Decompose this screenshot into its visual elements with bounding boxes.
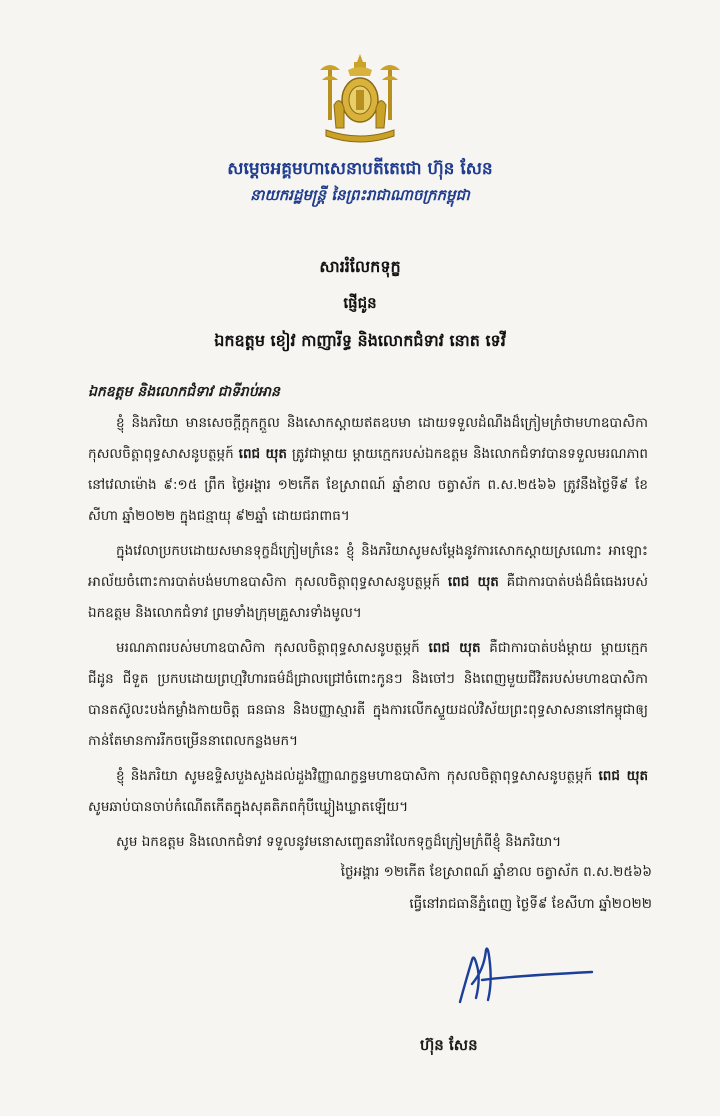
letter-body bbox=[88, 408, 648, 862]
paragraph-3: មរណភាពរបស់មហាឧបាសិកា កុសលចិត្តាពុទ្ធសាសនូបត្ថម្ភក៍ ពេជ យុត គឺជាការបាត់បង់ម្ដាយ ម្ដាយក្មេក ជីដូន ជីទួត ប្រកបដោយព្រហ្មវិហារធម៌ដ៏ជ្រាលជ្រៅចំពោះកូនៗ និងចៅៗ និងពេញមួយជីវិតរបស់មហាឧបាសិកា បានតស៊ូលះបង់កម្លាំងកាយចិត្ត ធនធាន និងបញ្ញាស្មារតី ក្នុងការលើកស្ទួយដល់វិស័យព្រះពុទ្ធសាសនានៅកម្ពុជាឲ្យកាន់តែមានការរីកចម្រើននាពេលកន្លងមក។ bbox=[88, 640, 648, 749]
letter-type: សាររំលែកទុក្ខ bbox=[319, 257, 401, 276]
deceased-name: ពេជ យុត bbox=[238, 446, 287, 462]
date-lunar: ថ្ងៃអង្គារ ១២កើត ខែស្រាពណ៍ ឆ្នាំខាល ចត្វាស័ក ព.ស.២៥៦៦ bbox=[340, 864, 652, 880]
royal-coat-of-arms-icon bbox=[310, 50, 410, 150]
sender-title: សម្ដេចអគ្គមហាសេនាបតីតេជោ ហ៊ុន សែន bbox=[227, 159, 493, 179]
deceased-name: ពេជ យុត bbox=[447, 574, 499, 590]
to-label: ផ្ញើជូន bbox=[343, 294, 377, 312]
sender-position: នាយករដ្ឋមន្ត្រី នៃព្រះរាជាណាចក្រកម្ពុជា bbox=[250, 186, 470, 204]
deceased-name: ពេជ យុត bbox=[598, 768, 649, 784]
date-solar: ធ្វើនៅរាជធានីភ្នំពេញ ថ្ងៃទី៩ ខែសីហា ឆ្នាំ២០២២ bbox=[409, 896, 652, 912]
paragraph-5: សូម ឯកឧត្ដម និងលោកជំទាវ ទទួលនូវមនោសញ្ចេតនារំលែកទុក្ខដ៏ក្រៀមក្រំពីខ្ញុំ និងភរិយា។ bbox=[116, 834, 562, 850]
deceased-name: ពេជ យុត bbox=[428, 640, 481, 656]
signer-name: ហ៊ុន សែន bbox=[420, 1036, 478, 1054]
paragraph-4: ខ្ញុំ និងភរិយា សូមឧទ្ទិសបួងសួងដល់ដួងវិញ្ញាណក្ខន្ធមហាឧបាសិកា កុសលចិត្តាពុទ្ធសាសនូបត្ថម្ភក៍ ពេជ យុត សូមឆាប់បានចាប់កំណើតកើតក្នុងសុគតិភពកុំបីឃ្លៀងឃ្លាតឡើយ។ bbox=[88, 768, 649, 815]
paragraph-2: ក្នុងវេលាប្រកបដោយសមានទុក្ខដ៏ក្រៀមក្រំនេះ ខ្ញុំ និងភរិយាសូមសម្ដែងនូវការសោកស្ដាយស្រណោះ អាឡោះអាល័យចំពោះការបាត់បង់មហាឧបាសិកា កុសលចិត្តាពុទ្ធសាសនូបត្ថម្ភក៍ ពេជ យុត គឺជាការបាត់បង់ដ៏ធំធេងរបស់ឯកឧត្ដម និងលោកជំទាវ ព្រមទាំងក្រុមគ្រួសារទាំងមូល។ bbox=[88, 543, 648, 621]
signature-icon bbox=[452, 940, 602, 1010]
paragraph-1: ខ្ញុំ និងភរិយា មានសេចក្ដីក្ដុកក្ដួល និងសោកស្ដាយឥតឧបមា ដោយទទួលដំណឹងដ៏ក្រៀមក្រំថាមហាឧបាសិកា កុសលចិត្តាពុទ្ធសាសនូបត្ថម្ភក៍ ពេជ យុត ត្រូវជាម្ដាយ ម្ដាយក្មេករបស់ឯកឧត្ដម និងលោកជំទាវបានទទួលមរណភាពនៅវេលាម៉ោង ៩:១៥ ព្រឹក ថ្ងៃអង្គារ ១២កើត ខែស្រាពណ៍ ឆ្នាំខាល ចត្វាស័ក ព.ស.២៥៦៦ ត្រូវនឹងថ្ងៃទី៩ ខែសីហា ឆ្នាំ២០២២ ក្នុងជន្មាយុ ៩២ឆ្នាំ ដោយជរាពាធ។ bbox=[88, 415, 649, 524]
recipient: ឯកឧត្ដម ខៀវ កាញារីទ្ធ និងលោកជំទាវ នោត ទេវី bbox=[214, 331, 506, 350]
salutation: ឯកឧត្ដម និងលោកជំទាវ ជាទីរាប់អាន bbox=[88, 384, 280, 400]
